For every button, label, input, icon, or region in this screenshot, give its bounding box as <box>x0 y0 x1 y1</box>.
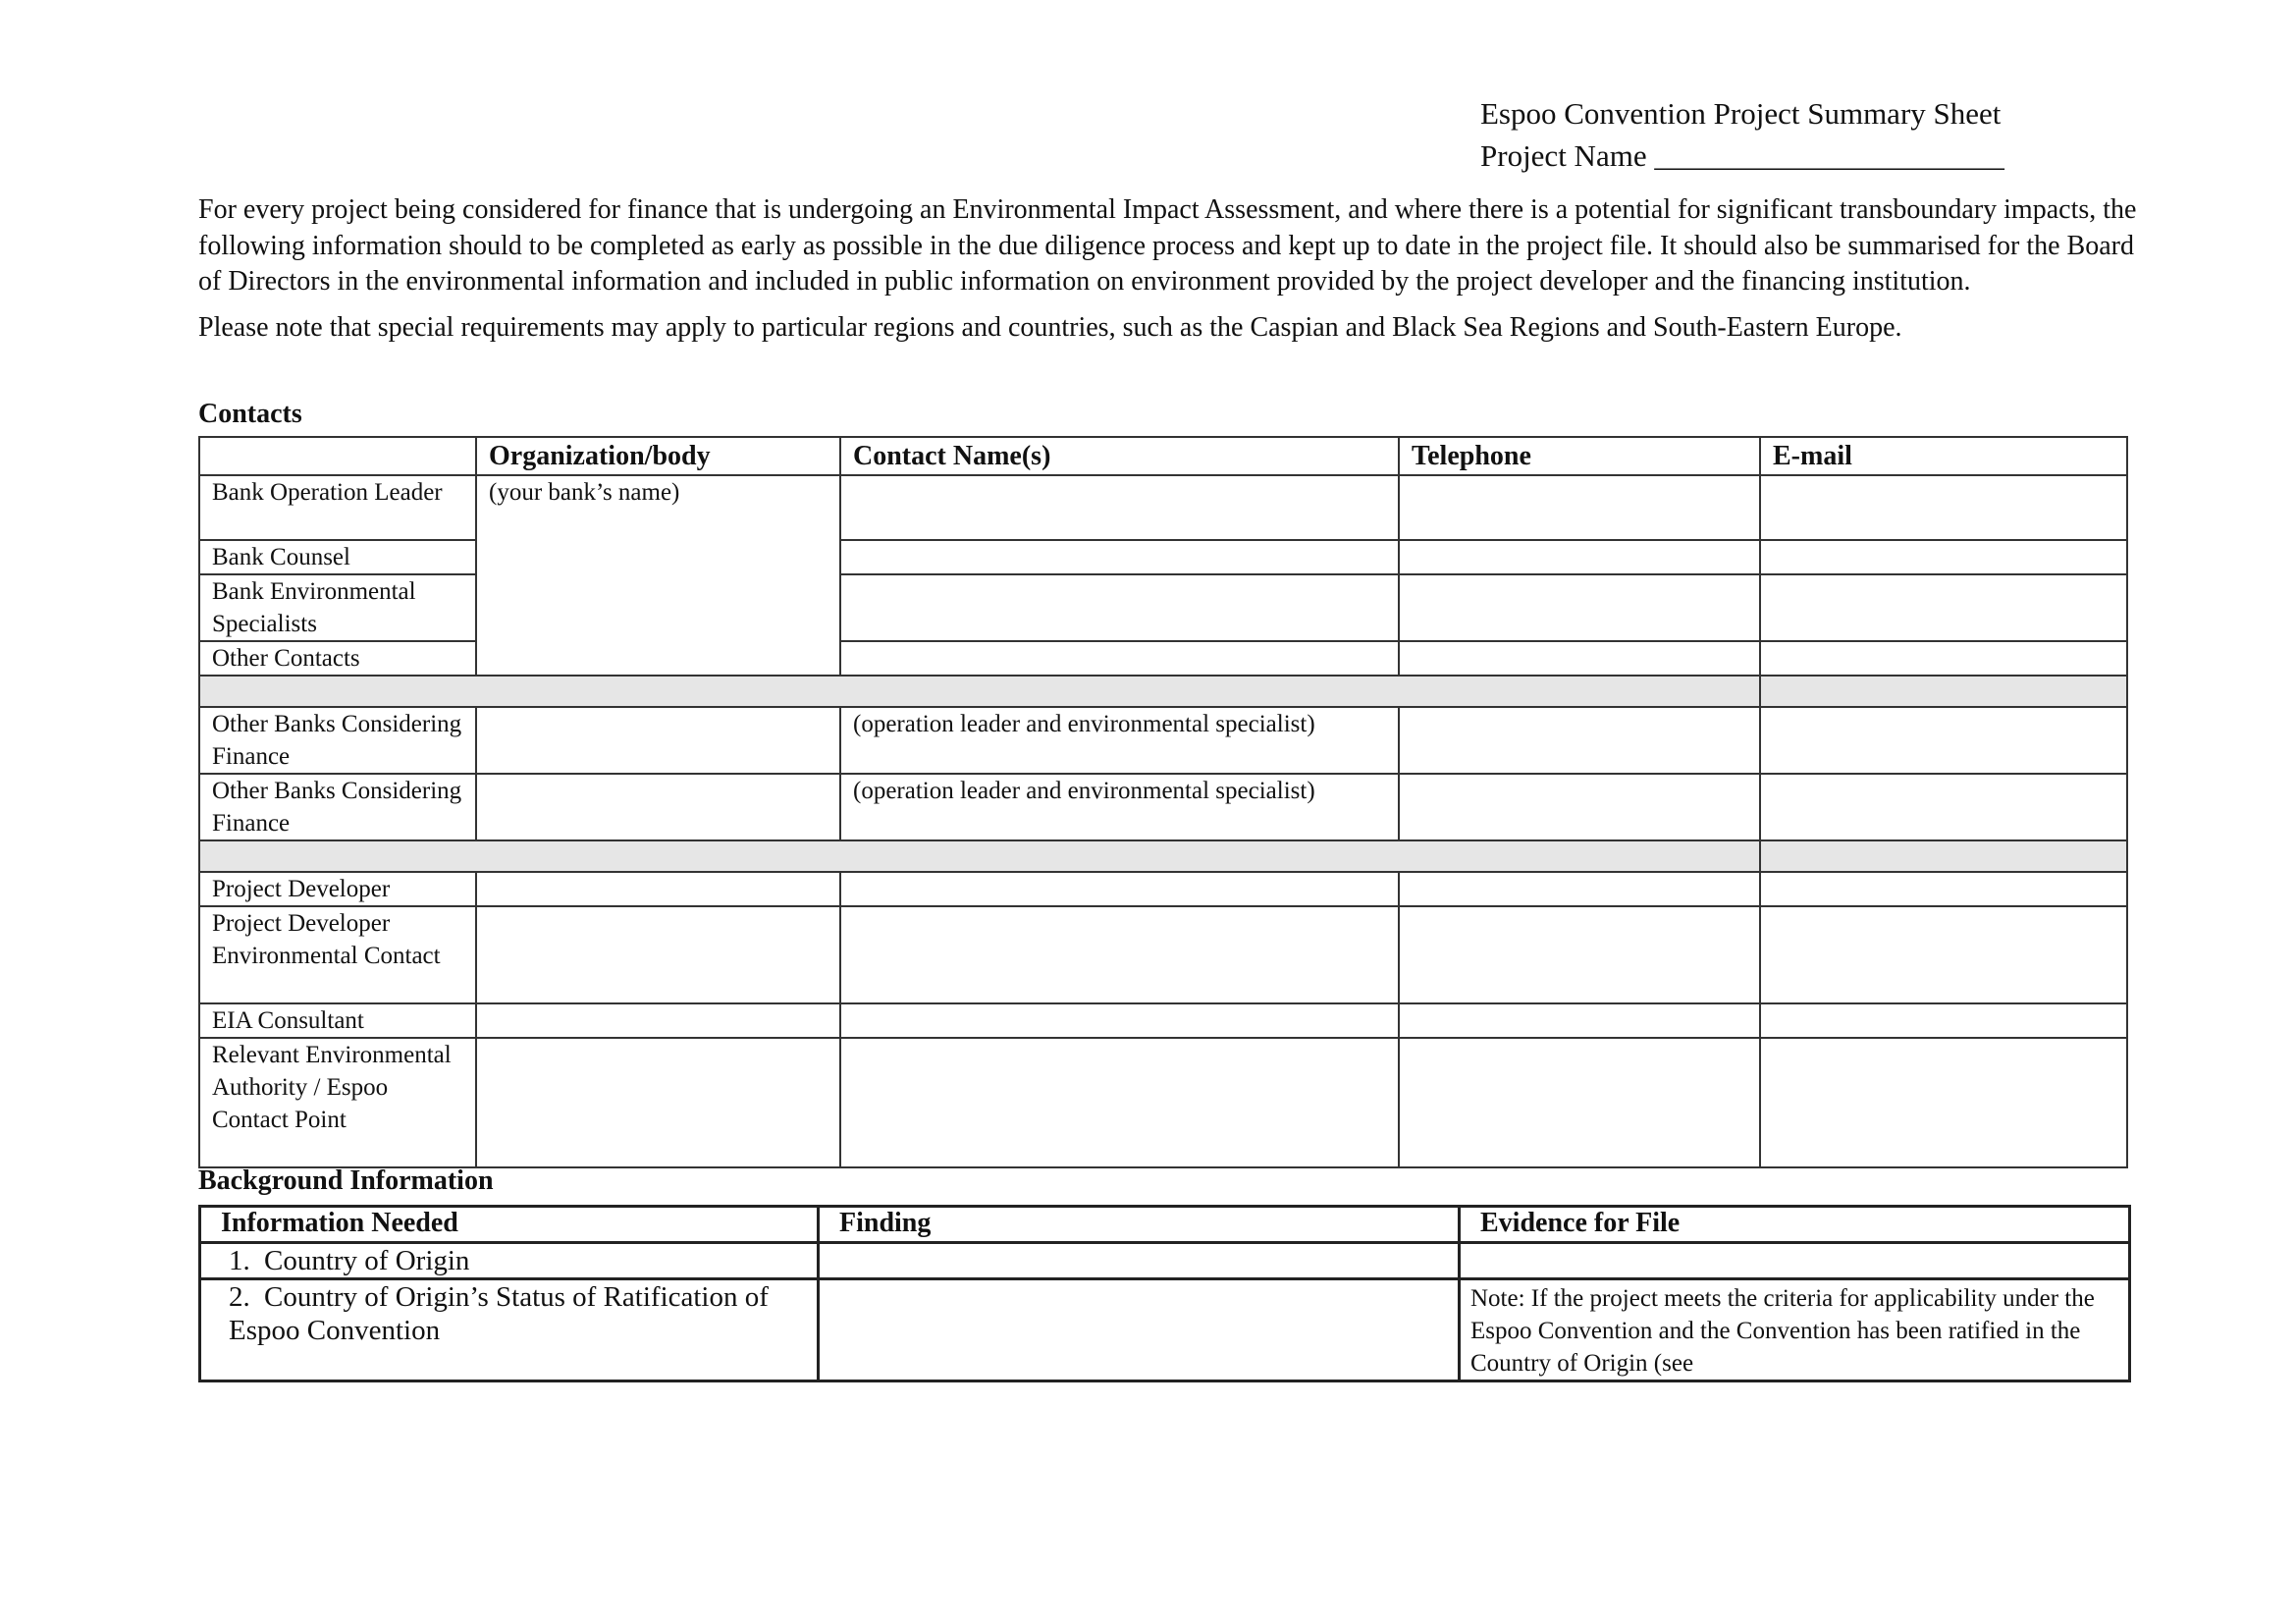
background-heading: Background Information <box>198 1165 494 1196</box>
email-cell[interactable] <box>1760 475 2127 540</box>
evidence-cell[interactable] <box>1460 1243 2130 1279</box>
bank-organization-cell[interactable]: (your bank’s name) <box>476 475 840 676</box>
email-cell[interactable] <box>1760 1003 2127 1038</box>
telephone-cell[interactable] <box>1399 1038 1760 1167</box>
email-cell[interactable] <box>1760 1038 2127 1167</box>
email-cell[interactable] <box>1760 872 2127 906</box>
telephone-cell[interactable] <box>1399 774 1760 840</box>
separator-cell <box>199 840 1760 872</box>
contact-name-cell[interactable] <box>840 1038 1399 1167</box>
telephone-cell[interactable] <box>1399 540 1760 574</box>
contact-name-cell[interactable] <box>840 475 1399 540</box>
email-cell[interactable] <box>1760 540 2127 574</box>
organization-cell[interactable] <box>476 1038 840 1167</box>
telephone-cell[interactable] <box>1399 707 1760 774</box>
bg-col-finding: Finding <box>819 1207 1460 1243</box>
table-row <box>200 1279 2130 1381</box>
contact-name-cell[interactable] <box>840 540 1399 574</box>
row-label-bank-counsel: Bank Counsel <box>199 540 476 574</box>
evidence-cell[interactable]: Note: If the project meets the criteria for applicability under the Espoo Convention and the Convention has been ratified in the Country of Origin (see <box>1460 1279 2130 1381</box>
telephone-cell[interactable] <box>1399 641 1760 676</box>
separator-cell <box>199 676 1760 707</box>
row-label-project-developer: Project Developer <box>199 872 476 906</box>
document-title: Espoo Convention Project Summary Sheet <box>1480 96 2002 131</box>
telephone-cell[interactable] <box>1399 1003 1760 1038</box>
table-row <box>199 774 2127 840</box>
email-cell[interactable] <box>1760 574 2127 641</box>
contacts-col-role <box>199 437 476 475</box>
table-row <box>199 1038 2127 1167</box>
contact-name-cell[interactable] <box>840 574 1399 641</box>
contact-name-cell[interactable] <box>840 906 1399 1003</box>
bg-col-information-needed: Information Needed <box>200 1207 819 1243</box>
telephone-cell[interactable] <box>1399 906 1760 1003</box>
row-number: 1. <box>229 1245 250 1276</box>
document-header <box>1480 92 2004 177</box>
email-cell[interactable] <box>1760 641 2127 676</box>
bg-info-ratification-status <box>200 1279 819 1381</box>
finding-cell[interactable] <box>819 1243 1460 1279</box>
row-label: Country of Origin <box>264 1245 470 1276</box>
separator-row <box>199 676 2127 707</box>
separator-cell <box>1760 676 2127 707</box>
background-table <box>198 1205 2131 1382</box>
organization-cell[interactable] <box>476 774 840 840</box>
table-row <box>199 707 2127 774</box>
contacts-col-telephone: Telephone <box>1399 437 1760 475</box>
contacts-header-row <box>199 437 2127 475</box>
table-row <box>199 906 2127 1003</box>
telephone-cell[interactable] <box>1399 872 1760 906</box>
table-row <box>200 1243 2130 1279</box>
intro-text <box>198 192 2152 355</box>
bg-col-evidence: Evidence for File <box>1460 1207 2130 1243</box>
project-name-field[interactable]: Project Name _______________________ <box>1480 138 2004 173</box>
contact-name-cell[interactable]: (operation leader and environmental specialist) <box>840 707 1399 774</box>
contacts-col-organization: Organization/body <box>476 437 840 475</box>
contacts-col-email: E-mail <box>1760 437 2127 475</box>
contacts-table <box>198 436 2128 1168</box>
organization-cell[interactable] <box>476 707 840 774</box>
organization-cell[interactable] <box>476 1003 840 1038</box>
separator-row <box>199 840 2127 872</box>
telephone-cell[interactable] <box>1399 574 1760 641</box>
background-header-row <box>200 1207 2130 1243</box>
row-label-relevant-authority: Relevant Environmental Authority / Espoo Contact Point <box>199 1038 476 1167</box>
contacts-heading: Contacts <box>198 399 302 429</box>
telephone-cell[interactable] <box>1399 475 1760 540</box>
row-label-other-banks-1: Other Banks Considering Finance <box>199 707 476 774</box>
organization-cell[interactable] <box>476 906 840 1003</box>
email-cell[interactable] <box>1760 906 2127 1003</box>
bg-info-country-of-origin <box>200 1243 819 1279</box>
contact-name-cell[interactable] <box>840 1003 1399 1038</box>
contact-name-cell[interactable] <box>840 641 1399 676</box>
intro-paragraph-1: For every project being considered for finance that is undergoing an Environmental Impact Assessment, and where there is a potential for significant transboundary impacts, the following information should to be completed as early as possible in the due diligence process and kept up to date in the project file. It should also be summarised for the Board of Directors in the environmental information and included in public information on environment provided by the project developer and the financing institution. <box>198 194 2137 297</box>
email-cell[interactable] <box>1760 774 2127 840</box>
contact-name-cell[interactable] <box>840 872 1399 906</box>
table-row <box>199 872 2127 906</box>
contacts-col-contact-names: Contact Name(s) <box>840 437 1399 475</box>
finding-cell[interactable] <box>819 1279 1460 1381</box>
contact-name-cell[interactable]: (operation leader and environmental specialist) <box>840 774 1399 840</box>
row-number: 2. <box>229 1281 250 1313</box>
row-label-project-developer-env: Project Developer Environmental Contact <box>199 906 476 1003</box>
separator-cell <box>1760 840 2127 872</box>
row-label-other-banks-2: Other Banks Considering Finance <box>199 774 476 840</box>
email-cell[interactable] <box>1760 707 2127 774</box>
row-label-bank-env-specialists: Bank Environmental Specialists <box>199 574 476 641</box>
row-label-eia-consultant: EIA Consultant <box>199 1003 476 1038</box>
table-row <box>199 1003 2127 1038</box>
row-label: Country of Origin’s Status of Ratification of Espoo Convention <box>229 1281 769 1346</box>
intro-paragraph-2: Please note that special requirements may apply to particular regions and countries, such as the Caspian and Black Sea Regions and South-Eastern Europe. <box>198 311 1902 343</box>
row-label-bank-operation-leader: Bank Operation Leader <box>199 475 476 540</box>
row-label-other-contacts: Other Contacts <box>199 641 476 676</box>
table-row <box>199 475 2127 540</box>
organization-cell[interactable] <box>476 872 840 906</box>
